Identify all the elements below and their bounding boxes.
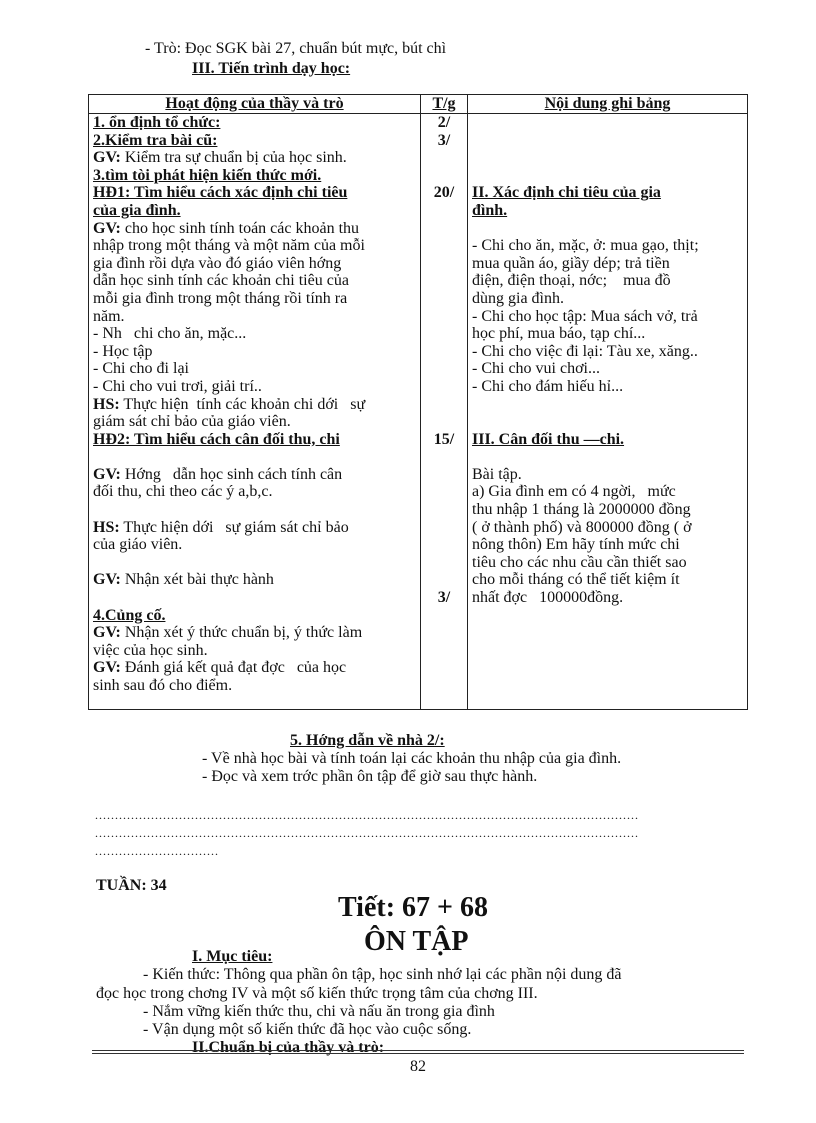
line-text: tiêu cho các nhu cầu cần thiết sao <box>472 553 687 571</box>
text-line <box>93 677 416 695</box>
time-slot <box>425 272 463 290</box>
line-text: - Chi cho đám hiếu hỉ... <box>472 377 624 395</box>
text-line <box>472 167 743 185</box>
objective-line: đọc học trong chơng IV và một số kiến thức trọng tâm của chơng III. <box>96 985 538 1002</box>
text-line <box>93 308 416 326</box>
time-slot <box>425 624 463 642</box>
col-header-time: T/g <box>421 95 468 114</box>
line-text: Bài tập. <box>472 465 522 483</box>
text-line <box>472 483 743 501</box>
text-line <box>93 659 416 677</box>
time-cell <box>421 114 468 710</box>
line-text: Thực hiện dới sự giám sát chỉ bảo <box>119 518 349 536</box>
time-slot <box>425 149 463 167</box>
time-slot <box>425 343 463 361</box>
time-slot <box>425 167 463 185</box>
text-line <box>472 132 743 150</box>
line-text: mua quần áo, giầy dép; trả tiền <box>472 254 670 272</box>
line-text: sinh sau đó cho điểm. <box>93 677 233 694</box>
time-slot <box>425 466 463 484</box>
text-line <box>93 396 416 414</box>
dotted-line: ........................................................................................................................................ <box>95 808 639 822</box>
text-line <box>472 589 743 607</box>
board-content-cell <box>468 114 748 710</box>
time-slot <box>425 501 463 519</box>
line-text: của gia đình. <box>93 201 181 219</box>
line-text: HĐ1: Tìm hiểu cách xác định chi tiêu <box>93 184 348 202</box>
text-line <box>472 396 743 414</box>
line-text: việc của học sinh. <box>93 641 208 659</box>
text-line <box>93 448 416 466</box>
time-slot <box>425 519 463 537</box>
text-line <box>472 308 743 326</box>
line-text: Thực hiện tính các khoản chi dới sự <box>119 395 366 413</box>
student-prep-line: - Trò: Đọc SGK bài 27, chuẩn bút mực, bút chì <box>145 40 447 57</box>
line-text: đối thu, chi theo các ý a,b,c. <box>93 483 273 501</box>
line-text: - Chi cho đi lại <box>93 360 189 378</box>
text-line <box>93 519 416 537</box>
time-slot <box>425 255 463 273</box>
line-text: đình. <box>472 201 508 219</box>
text-line <box>93 554 416 572</box>
line-text: mỗi gia đình trong một tháng rồi tính ra <box>93 289 348 307</box>
footer-rule <box>92 1050 744 1051</box>
text-line <box>93 132 416 150</box>
text-line <box>472 255 743 273</box>
text-line <box>93 290 416 308</box>
time-slot <box>425 536 463 554</box>
week-label: TUẦN: 34 <box>96 877 167 894</box>
line-text: dùng gia đình. <box>472 289 564 307</box>
text-line <box>93 220 416 238</box>
time-slot <box>425 642 463 660</box>
time-value: 3/ <box>437 589 451 607</box>
objective-line: - Vận dụng một số kiến thức đã học vào cuộc sống. <box>143 1021 472 1038</box>
line-text: Nhận xét bài thực hành <box>120 571 274 589</box>
text-line <box>93 624 416 642</box>
time-slot <box>425 202 463 220</box>
speaker-label: GV: <box>93 659 121 677</box>
dotted-line: ........................................................................................................................................ <box>95 826 639 840</box>
text-line <box>93 237 416 255</box>
line-text: học phí, mua báo, tạp chí... <box>472 325 646 343</box>
text-line <box>472 149 743 167</box>
homework-title: 5. Hớng dẫn về nhà 2/: <box>290 732 445 749</box>
activities-cell <box>89 114 421 710</box>
line-text: - Chi cho vui trơi, giải trí.. <box>93 377 262 395</box>
line-text: Đánh giá kết quả đạt đợc của học <box>120 659 347 677</box>
text-line <box>93 571 416 589</box>
line-text: Kiểm tra sự chuẩn bị của học sinh. <box>120 149 347 167</box>
line-text: ( ở thành phố) và 800000 đồng ( ở <box>472 518 692 536</box>
line-text: 1. ổn định tổ chức: <box>93 114 221 131</box>
time-slot <box>425 571 463 589</box>
line-text: dẫn học sinh tính các khoản chi tiêu của <box>93 272 349 290</box>
col-header-activities: Hoạt động của thầy và trò <box>89 95 421 114</box>
text-line <box>93 431 416 449</box>
speaker-label: GV: <box>93 624 121 642</box>
time-slot <box>425 290 463 308</box>
line-text: cho học sinh tính toán các khoản thu <box>120 219 360 237</box>
line-text: - Chi cho ăn, mặc, ở: mua gạo, thịt; <box>472 237 699 255</box>
line-text: điện, điện thoại, nớc; mua đồ <box>472 272 671 290</box>
time-slot <box>425 360 463 378</box>
text-line <box>472 448 743 466</box>
text-line <box>93 149 416 167</box>
line-text: gia đình rồi dựa vào đó giáo viên hớng <box>93 254 342 272</box>
text-line <box>472 554 743 572</box>
text-line <box>472 501 743 519</box>
text-line <box>93 325 416 343</box>
text-line <box>472 536 743 554</box>
speaker-label: GV: <box>93 571 121 589</box>
time-slot <box>425 237 463 255</box>
lesson-plan-table <box>88 94 748 710</box>
line-text: 2.Kiểm tra bài cũ: <box>93 131 218 149</box>
line-text: của giáo viên. <box>93 536 183 554</box>
speaker-label: GV: <box>93 465 121 483</box>
text-line <box>472 237 743 255</box>
text-line <box>93 413 416 431</box>
text-line <box>472 202 743 220</box>
line-text: Hớng dẫn học sinh cách tính cân <box>120 465 343 483</box>
line-text: - Nh chi cho ăn, mặc... <box>93 325 247 343</box>
objectives-title: I. Mục tiêu: <box>192 948 273 965</box>
preparation-title: II.Chuẩn bị của thầy và trò: <box>192 1039 385 1056</box>
text-line <box>93 466 416 484</box>
dotted-line: ............................... <box>95 844 219 858</box>
text-line <box>93 589 416 607</box>
text-line <box>93 483 416 501</box>
line-text: II. Xác định chi tiêu của gia <box>472 184 661 202</box>
objective-line: - Nắm vững kiến thức thu, chi và nấu ăn trong gia đình <box>143 1003 495 1020</box>
text-line <box>472 360 743 378</box>
time-slot <box>425 448 463 466</box>
text-line <box>472 220 743 238</box>
text-line <box>93 343 416 361</box>
text-line <box>93 114 416 132</box>
time-value: 20/ <box>433 184 455 202</box>
page-number: 82 <box>410 1058 426 1075</box>
text-line <box>472 571 743 589</box>
text-line <box>93 272 416 290</box>
text-line <box>93 167 416 185</box>
line-text: năm. <box>93 307 125 325</box>
line-text: a) Gia đình em có 4 ngời, mức <box>472 483 676 501</box>
text-line <box>93 642 416 660</box>
line-text: - Học tập <box>93 342 153 360</box>
col-header-board-content: Nội dung ghi bảng <box>468 95 748 114</box>
text-line <box>93 501 416 519</box>
line-text: cho mỗi tháng có thể tiết kiệm ít <box>472 571 680 589</box>
text-line <box>472 325 743 343</box>
objective-line: - Kiến thức: Thông qua phần ôn tập, học sinh nhớ lại các phần nội dung đã <box>143 966 622 983</box>
time-slot <box>425 659 463 677</box>
time-value: 15/ <box>433 430 455 448</box>
text-line <box>472 519 743 537</box>
text-line <box>472 272 743 290</box>
time-slot <box>425 378 463 396</box>
text-line <box>472 343 743 361</box>
time-slot <box>425 607 463 625</box>
footer-rule <box>92 1053 744 1054</box>
text-line <box>472 290 743 308</box>
line-text: thu nhập 1 tháng là 2000000 đồng <box>472 501 691 519</box>
line-text: nhất đợc 100000đồng. <box>472 589 624 607</box>
homework-item: - Về nhà học bài và tính toán lại các khoản thu nhập của gia đình. <box>202 750 622 767</box>
line-text: - Chi cho học tập: Mua sách vở, trả <box>472 307 698 325</box>
time-value: 2/ <box>437 114 451 131</box>
speaker-label: HS: <box>93 518 120 536</box>
speaker-label: HS: <box>93 395 120 413</box>
line-text: 4.Củng cố. <box>93 606 166 624</box>
line-text: HĐ2: Tìm hiểu cách cân đối thu, chi <box>93 430 340 448</box>
text-line <box>93 607 416 625</box>
text-line <box>93 255 416 273</box>
time-slot <box>425 325 463 343</box>
line-text: nhập trong một tháng và một năm của mỗi <box>93 237 365 255</box>
time-slot <box>425 220 463 238</box>
text-line <box>93 184 416 202</box>
time-slot <box>425 677 463 695</box>
text-line <box>93 378 416 396</box>
text-line <box>93 536 416 554</box>
speaker-label: GV: <box>93 149 121 167</box>
section-3-title: III. Tiến trình dạy học: <box>192 60 351 77</box>
line-text: 3.tìm tòi phát hiện kiến thức mới. <box>93 166 322 184</box>
time-slot <box>425 413 463 431</box>
text-line <box>93 202 416 220</box>
text-line <box>472 378 743 396</box>
time-slot <box>425 396 463 414</box>
text-line <box>93 360 416 378</box>
text-line <box>472 413 743 431</box>
line-text: - Chi cho vui chơi... <box>472 360 600 378</box>
homework-item: - Đọc và xem trớc phần ôn tập để giờ sau thực hành. <box>202 768 538 785</box>
time-slot <box>425 554 463 572</box>
line-text: nông thôn) Em hãy tính mức chi <box>472 536 680 554</box>
text-line <box>472 466 743 484</box>
lesson-number: Tiết: 67 + 68 <box>338 892 488 923</box>
time-slot <box>425 483 463 501</box>
time-value: 3/ <box>437 131 451 149</box>
time-slot <box>425 308 463 326</box>
text-line <box>472 184 743 202</box>
line-text: III. Cân đối thu —chi. <box>472 430 625 448</box>
line-text: Nhận xét ý thức chuẩn bị, ý thức làm <box>120 624 363 642</box>
text-line <box>472 431 743 449</box>
lesson-title: ÔN TẬP <box>364 926 469 957</box>
line-text: - Chi cho việc đi lại: Tàu xe, xăng.. <box>472 342 698 360</box>
speaker-label: GV: <box>93 219 121 237</box>
text-line <box>472 114 743 132</box>
line-text: giám sát chỉ bảo của giáo viên. <box>93 413 291 431</box>
